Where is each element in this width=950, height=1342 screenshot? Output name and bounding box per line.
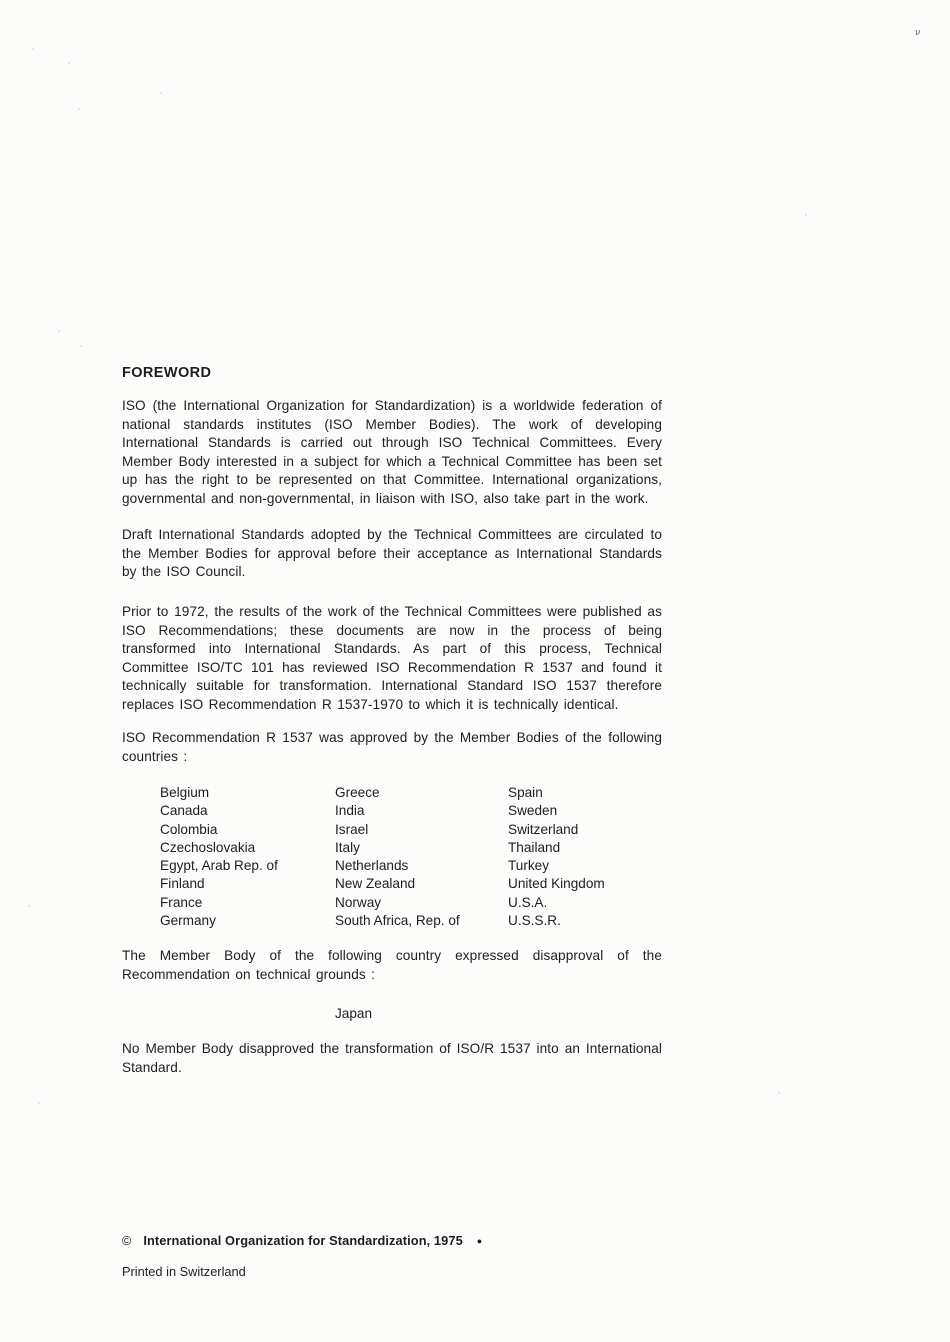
country: United Kingdom — [508, 876, 605, 892]
approving-countries-list — [122, 784, 662, 930]
scan-speckle — [80, 345, 82, 347]
country: India — [335, 803, 365, 819]
country: New Zealand — [335, 876, 416, 892]
country: Finland — [160, 876, 205, 892]
copyright-text: International Organization for Standardization, 1975 — [143, 1233, 463, 1248]
country-column-1 — [160, 784, 335, 930]
country: Israel — [335, 821, 369, 837]
country: Spain — [508, 785, 543, 800]
disapproving-country: Japan — [335, 1006, 373, 1021]
country: Egypt, Arab Rep. of — [160, 858, 278, 874]
scan-corner-mark: ν — [915, 28, 921, 38]
copyright-icon: © — [122, 1233, 132, 1248]
country: Canada — [160, 803, 208, 819]
page-title: FOREWORD — [122, 365, 212, 381]
country: Colombia — [160, 821, 218, 837]
country: Switzerland — [508, 821, 579, 837]
scan-speckle — [78, 108, 80, 110]
copyright-line — [122, 1233, 482, 1248]
scan-speckle — [68, 62, 70, 64]
paragraph-prior-1972: Prior to 1972, the results of the work of the Technical Committees were published as ISO Recommendations; these documents are now in the process of being transformed into International Standards. As part of this process, Technical Committee ISO/TC 101 has reviewed ISO Recommendation R 1537 and found it technically suitable for transformation. International Standard ISO 1537 therefore replaces ISO Recommendation R 1537-1970 to which it is technically identical. — [122, 604, 662, 712]
country: Norway — [335, 894, 382, 910]
country: Turkey — [508, 858, 550, 874]
country-column-2 — [335, 784, 508, 930]
scan-speckle — [32, 48, 34, 50]
country: U.S.S.R. — [508, 913, 561, 929]
country: South Africa, Rep. of — [335, 913, 460, 929]
country-column-3 — [508, 784, 605, 930]
scan-speckle — [778, 1092, 780, 1094]
country: Germany — [160, 913, 216, 929]
country: Czechoslovakia — [160, 839, 256, 855]
paragraph-approval-intro: ISO Recommendation R 1537 was approved by the Member Bodies of the following countries : — [122, 730, 662, 764]
country: Italy — [335, 839, 360, 855]
paragraph-draft-standards: Draft International Standards adopted by the Technical Committees are circulated to the Member Bodies for approval before their acceptance as International Standards by the ISO Council. — [122, 527, 662, 579]
country: Thailand — [508, 839, 561, 855]
country: U.S.A. — [508, 894, 548, 910]
printed-in-line: Printed in Switzerland — [122, 1264, 246, 1279]
country: Netherlands — [335, 858, 409, 874]
scan-speckle — [805, 214, 807, 216]
country: France — [160, 894, 203, 910]
country: Greece — [335, 785, 380, 800]
paragraph-no-disapproval: No Member Body disapproved the transformation of ISO/R 1537 into an International Standard. — [122, 1041, 662, 1075]
scan-speckle — [58, 330, 60, 332]
paragraph-iso-federation: ISO (the International Organization for Standardization) is a worldwide federation of national standards institutes (ISO Member Bodies). The work of developing International Standards is carried out through ISO Technical Committees. Every Member Body interested in a subject for which a Technical Committee has been set up has the right to be represented on that Committee. International organizations, governmental and non-governmental, in liaison with ISO, also take part in the work. — [122, 398, 662, 506]
bullet-icon: ● — [476, 1235, 483, 1246]
scan-speckle — [28, 905, 30, 907]
scan-speckle — [38, 1102, 40, 1104]
scan-speckle — [160, 92, 162, 94]
country: Sweden — [508, 803, 558, 819]
country: Belgium — [160, 785, 210, 800]
paragraph-disapproval: The Member Body of the following country expressed disapproval of the Recommendation on technical grounds : — [122, 948, 662, 982]
